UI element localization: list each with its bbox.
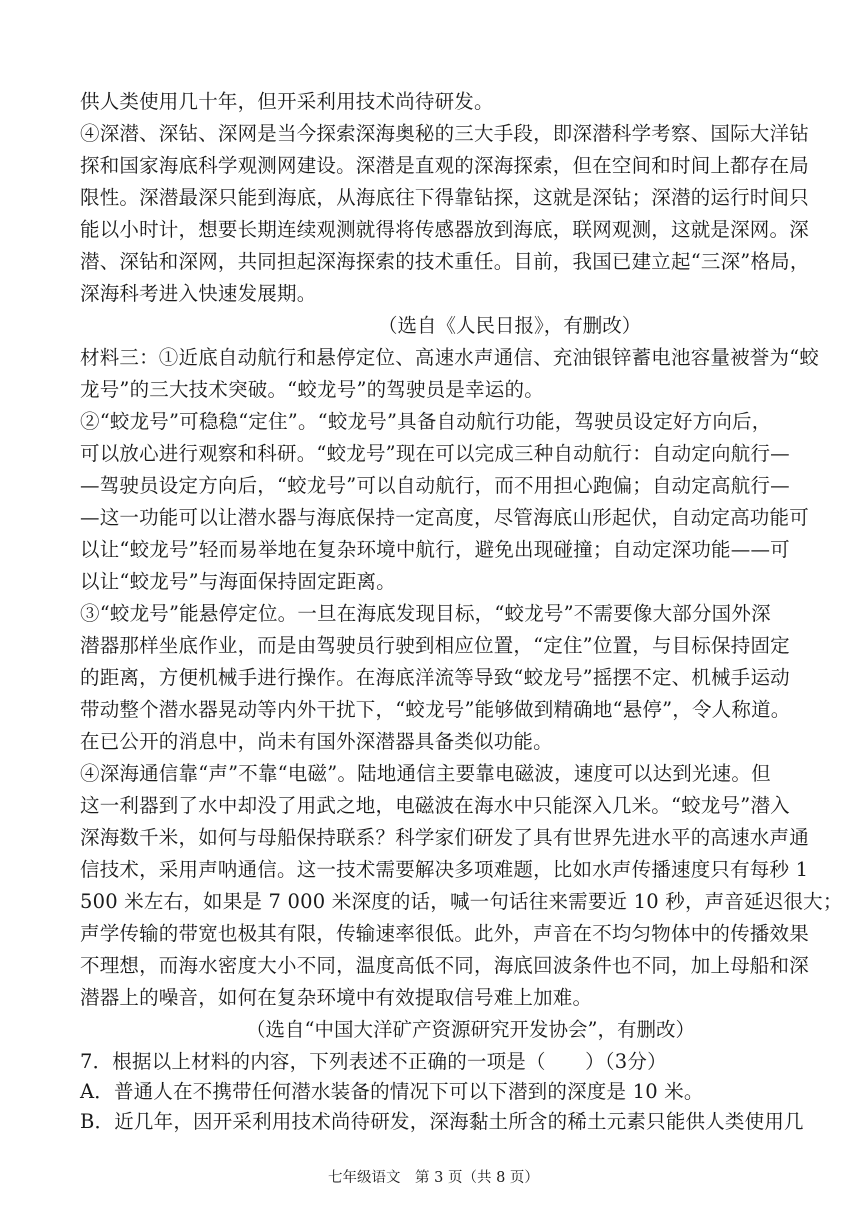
- material3-line: 潜器那样坐底作业，而是由驾驶员行驶到相应位置，“定住”位置，与目标保持固定: [80, 634, 790, 657]
- page-footer: 七年级语文 第 3 页（共 8 页）: [328, 1170, 539, 1186]
- material3-source: （选自“中国大洋矿产资源研究开发协会”，有删改）: [246, 1018, 695, 1041]
- material2-line: 能以小时计，想要长期连续观测就得将传感器放到海底，联网观测，这就是深网。深: [80, 218, 809, 241]
- material3-line: 龙号”的三大技术突破。“蛟龙号”的驾驶员是幸运的。: [80, 378, 544, 401]
- material2-source: （选自《人民日报》，有删改）: [378, 314, 642, 337]
- question7-option-b: B．近几年，因开采利用技术尚待研发，深海黏土所含的稀土元素只能供人类使用几: [80, 1110, 804, 1133]
- material2-line: 探和国家海底科学观测网建设。深潜是直观的深海探索，但在空间和时间上都存在局: [80, 154, 809, 177]
- question7-stem: 7．根据以上材料的内容，下列表述不正确的一项是（ ）（3分）: [80, 1050, 667, 1073]
- material3-line: —驾驶员设定方向后，“蛟龙号”可以自动航行，而不用担心跑偏；自动定高航行—: [80, 474, 790, 497]
- material3-line: 带动整个潜水器晃动等内外干扰下，“蛟龙号”能够做到精确地“悬停”，令人称道。: [80, 698, 791, 721]
- material3-line: ②“蛟龙号”可稳稳“定住”。“蛟龙号”具备自动航行功能，驾驶员设定好方向后，: [80, 410, 772, 433]
- material2-line: 深海科考进入快速发展期。: [80, 282, 317, 305]
- material3-line: 以让“蛟龙号”轻而易举地在复杂环境中航行，避免出现碰撞；自动定深功能——可: [80, 538, 790, 561]
- material3-line: 深海数千米，如何与母船保持联系？科学家们研发了具有世界先进水平的高速水声通: [80, 826, 809, 849]
- material3-line: 这一利器到了水中却没了用武之地，电磁波在海水中只能深入几米。“蛟龙号”潜入: [80, 794, 790, 817]
- question7-option-a: A．普通人在不携带任何潜水装备的情况下可以下潜到的深度是 10 米。: [80, 1080, 704, 1103]
- material3-line: 不理想，而海水密度大小不同，温度高低不同，海底回波条件也不同，加上母船和深: [80, 954, 809, 977]
- material2-line: 潜、深钻和深网，共同担起深海探索的技术重任。目前，我国已建立起“三深”格局，: [80, 250, 810, 273]
- material3-line: —这一功能可以让潜水器与海底保持一定高度，尽管海底山形起伏，自动定高功能可: [80, 506, 809, 529]
- material3-line: ④深海通信靠“声”不靠“电磁”。陆地通信主要靠电磁波，速度可以达到光速。但: [80, 762, 771, 785]
- material2-line: 限性。深潜最深只能到海底，从海底往下得靠钻探，这就是深钻；深潜的运行时间只: [80, 186, 809, 209]
- material3-line: 材料三：①近底自动航行和悬停定位、高速水声通信、充油银锌蓄电池容量被誉为“蛟: [80, 346, 820, 369]
- material3-line: 以让“蛟龙号”与海面保持固定距离。: [80, 570, 396, 593]
- material3-line: 在已公开的消息中，尚未有国外深潜器具备类似功能。: [80, 730, 553, 753]
- material3-line: 潜器上的噪音，如何在复杂环境中有效提取信号难上加难。: [80, 986, 593, 1009]
- material2-line: 供人类使用几十年，但开采利用技术尚待研发。: [80, 90, 494, 113]
- material3-line: 信技术，采用声呐通信。这一技术需要解决多项难题，比如水声传播速度只有每秒 1: [80, 858, 809, 881]
- material2-line: ④深潜、深钻、深网是当今探索深海奥秘的三大手段，即深潜科学考察、国际大洋钻: [80, 122, 809, 145]
- material3-line: 可以放心进行观察和科研。“蛟龙号”现在可以完成三种自动航行：自动定向航行—: [80, 442, 790, 465]
- material3-line: ③“蛟龙号”能悬停定位。一旦在海底发现目标，“蛟龙号”不需要像大部分国外深: [80, 602, 771, 625]
- material3-line: 声学传输的带宽也极其有限，传输速率很低。此外，声音在不均匀物体中的传播效果: [80, 922, 809, 945]
- material3-line: 的距离，方便机械手进行操作。在海底洋流等导致“蛟龙号”摇摆不定、机械手运动: [80, 666, 790, 689]
- material3-line: 500 米左右，如果是 7 000 米深度的话，喊一句话往来需要近 10 秒，声音延迟很大；: [80, 890, 843, 913]
